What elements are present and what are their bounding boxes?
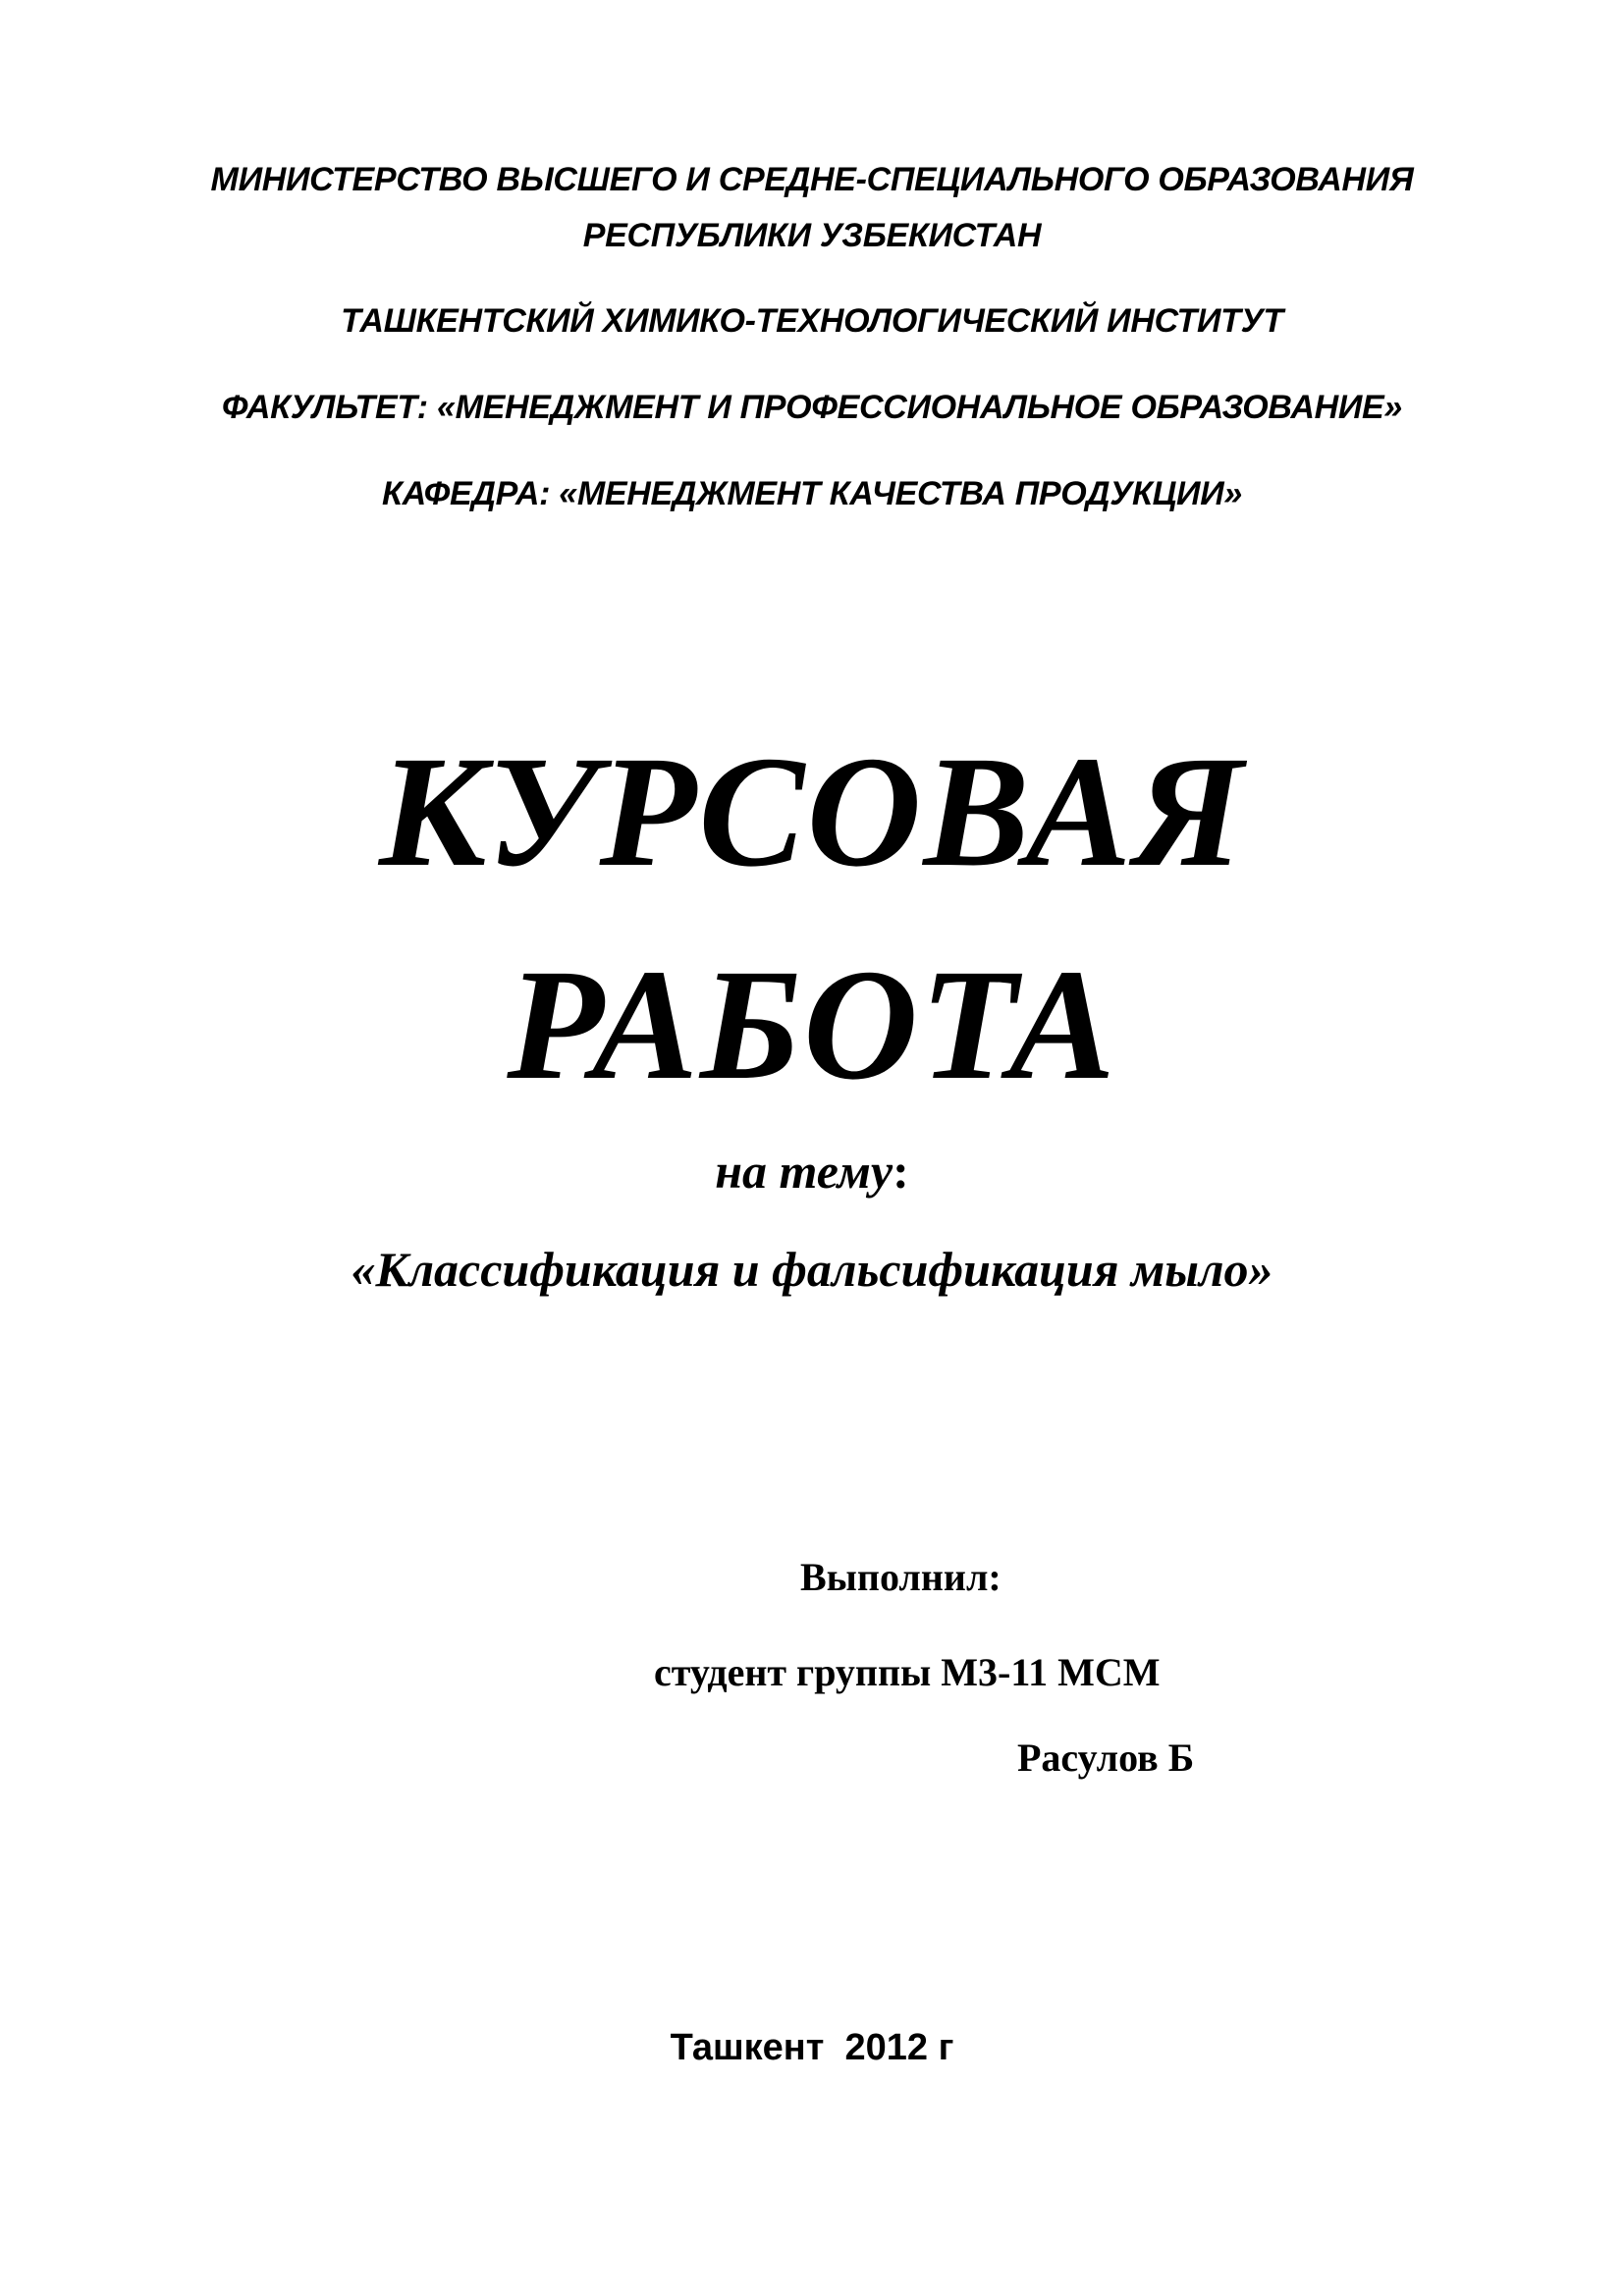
- topic-name-text: «Классификация и фальсификация мыло»: [351, 1242, 1273, 1297]
- author-label: Выполнил:: [800, 1555, 1001, 1599]
- ministry-line-2: РЕСПУБЛИКИ УЗБЕКИСТАН: [582, 217, 1042, 254]
- topic-prefix: [0, 1142, 1624, 1201]
- city-year: Ташкент 2012 г: [670, 2027, 954, 2068]
- title-line-2: РАБОТА: [507, 937, 1117, 1113]
- ministry-line-1: МИНИСТЕРСТВО ВЫСШЕГО И СРЕДНЕ-СПЕЦИАЛЬНОГО ОБРАЗОВАНИЯ: [210, 161, 1414, 198]
- topic-prefix-text: на тему: [715, 1144, 893, 1199]
- department-name: КАФЕДРА: «МЕНЕДЖМЕНТ КАЧЕСТВА ПРОДУКЦИИ»: [382, 475, 1242, 512]
- topic-name: [0, 1240, 1624, 1299]
- title-line-1: КУРСОВАЯ: [378, 724, 1245, 900]
- author-name: Расулов Б: [1017, 1735, 1195, 1780]
- institute-name: ТАШКЕНТСКИЙ ХИМИКО-ТЕХНОЛОГИЧЕСКИЙ ИНСТИТУТ: [341, 302, 1283, 340]
- faculty-name: ФАКУЛЬТЕТ: «МЕНЕДЖМЕНТ И ПРОФЕССИОНАЛЬНОЕ ОБРАЗОВАНИЕ»: [221, 389, 1403, 426]
- topic-prefix-colon: :: [893, 1144, 909, 1199]
- author-group: студент группы М3-11 МСМ: [654, 1650, 1161, 1694]
